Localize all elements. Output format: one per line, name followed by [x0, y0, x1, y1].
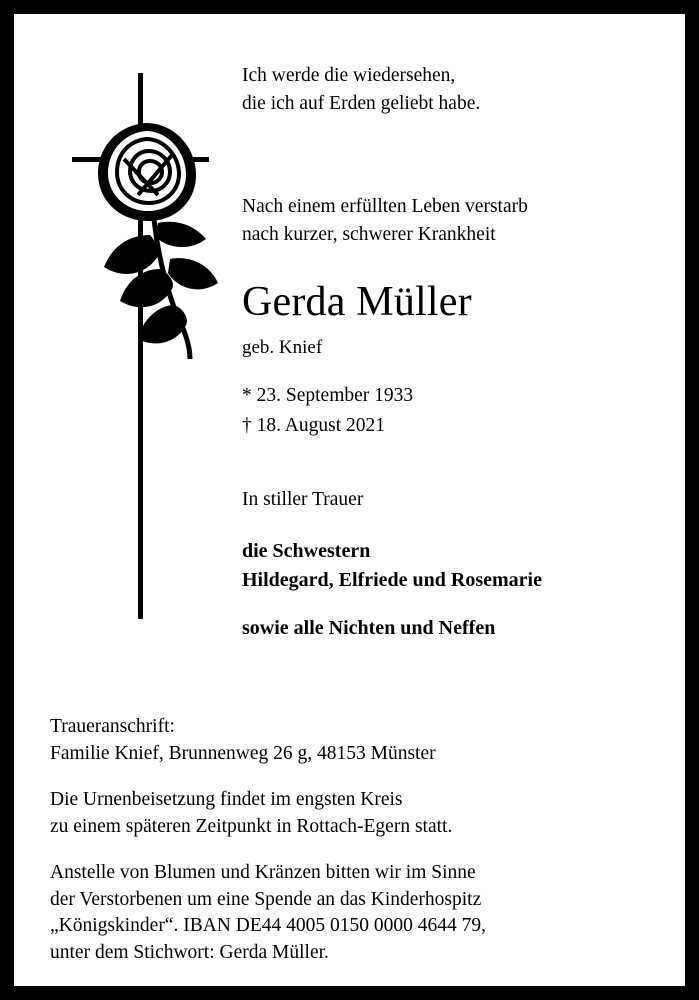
- mourning-family-extra: sowie alle Nichten und Neffen: [242, 617, 496, 640]
- address-label: Traueranschrift:: [50, 716, 175, 737]
- address-line: Familie Knief, Brunnenweg 26 g, 48153 Münster: [50, 742, 436, 764]
- deceased-name: Gerda Müller: [242, 278, 472, 325]
- ceremony-line-2: zu einem späteren Zeitpunkt in Rottach-Egern statt.: [50, 815, 453, 837]
- mourning-label: In stiller Trauer: [242, 489, 364, 511]
- intro-block: [242, 117, 655, 248]
- birth-date: * 23. September 1933: [242, 384, 414, 406]
- cross-with-rose-icon: [54, 59, 234, 639]
- life-dates: [242, 359, 655, 441]
- deceased-maiden-name: geb. Knief: [242, 336, 323, 358]
- family-line-1: die Schwestern: [242, 540, 371, 563]
- donation-line-3: „Königskinder“. IBAN DE44 4005 0150 0000 4644 79,: [50, 915, 486, 937]
- death-date: † 18. August 2021: [242, 415, 386, 437]
- mourning-family: [242, 511, 655, 595]
- obituary-card: [14, 14, 685, 986]
- verse-line-1: Ich werde die wiedersehen,: [242, 65, 456, 86]
- obituary-main-text: [242, 62, 655, 640]
- obituary-footer: [50, 714, 657, 966]
- donation-line-1: Anstelle von Blumen und Kränzen bitten wir im Sinne: [50, 862, 476, 884]
- verse-block: [242, 62, 655, 117]
- family-line-2: Hildegard, Elfriede und Rosemarie: [242, 569, 542, 592]
- donation-line-4: unter dem Stichwort: Gerda Müller.: [50, 941, 329, 963]
- ceremony-line-1: Die Urnenbeisetzung findet im engsten Kreis: [50, 789, 403, 811]
- verse-line-2: die ich auf Erden geliebt habe.: [242, 92, 481, 114]
- intro-line-2: nach kurzer, schwerer Krankheit: [242, 224, 496, 246]
- donation-line-2: der Verstorbenen um eine Spende an das Kinderhospitz: [50, 888, 482, 910]
- intro-line-1: Nach einem erfüllten Leben verstarb: [242, 196, 528, 218]
